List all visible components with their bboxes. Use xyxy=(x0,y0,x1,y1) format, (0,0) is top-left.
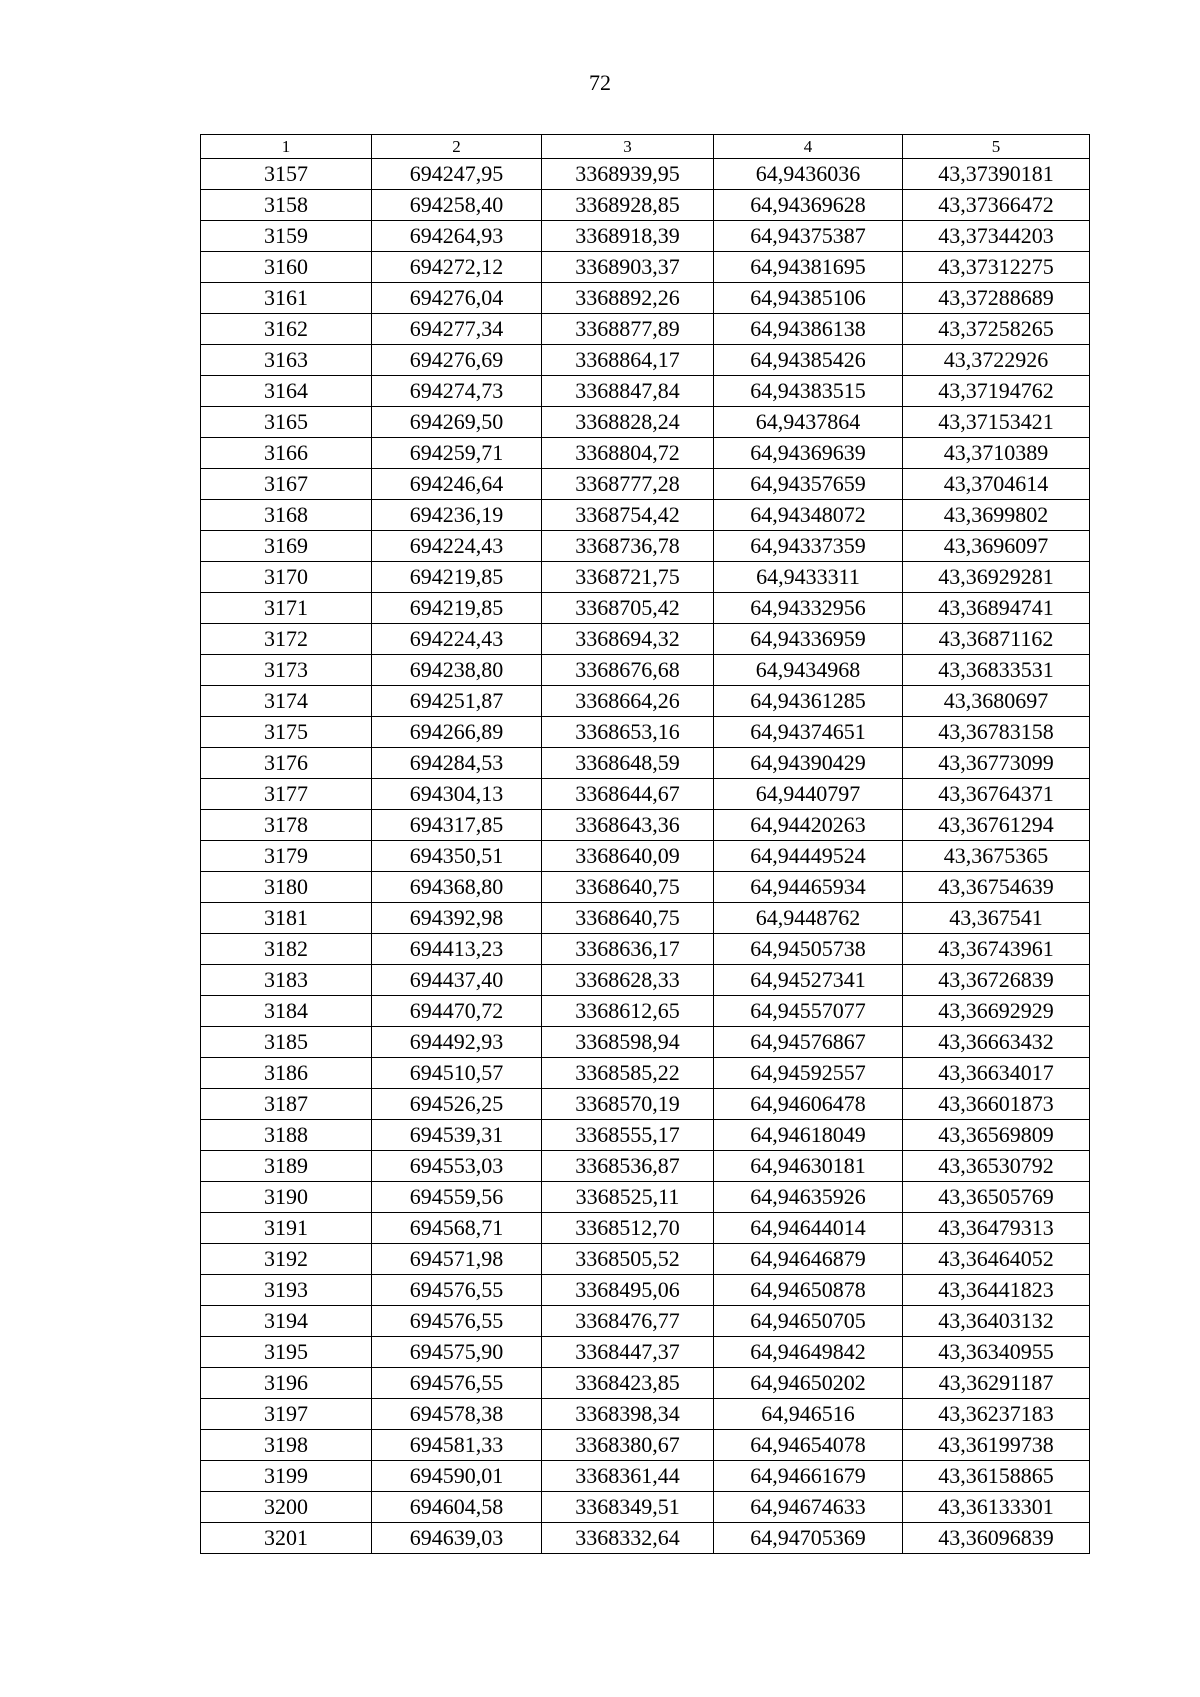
table-cell: 3368939,95 xyxy=(542,159,714,190)
column-header: 1 xyxy=(201,135,372,159)
table-row xyxy=(201,1430,1090,1461)
table-cell: 3368636,17 xyxy=(542,934,714,965)
table-cell: 43,36569809 xyxy=(903,1120,1090,1151)
table-row xyxy=(201,779,1090,810)
table-cell: 694264,93 xyxy=(372,221,542,252)
table-row xyxy=(201,1306,1090,1337)
table-cell: 43,36761294 xyxy=(903,810,1090,841)
table-cell: 3157 xyxy=(201,159,372,190)
table-cell: 694269,50 xyxy=(372,407,542,438)
table-cell: 64,94385426 xyxy=(714,345,903,376)
table-cell: 3368892,26 xyxy=(542,283,714,314)
table-cell: 3193 xyxy=(201,1275,372,1306)
table-cell: 3368640,75 xyxy=(542,903,714,934)
table-cell: 43,36403132 xyxy=(903,1306,1090,1337)
table-cell: 3179 xyxy=(201,841,372,872)
table-cell: 694219,85 xyxy=(372,593,542,624)
table-cell: 3368847,84 xyxy=(542,376,714,407)
table-cell: 64,94644014 xyxy=(714,1213,903,1244)
table-cell: 43,37312275 xyxy=(903,252,1090,283)
table-cell: 3197 xyxy=(201,1399,372,1430)
table-cell: 3368705,42 xyxy=(542,593,714,624)
table-cell: 694437,40 xyxy=(372,965,542,996)
table-cell: 64,94385106 xyxy=(714,283,903,314)
table-row xyxy=(201,1058,1090,1089)
table-cell: 43,36530792 xyxy=(903,1151,1090,1182)
table-cell: 3171 xyxy=(201,593,372,624)
table-cell: 694251,87 xyxy=(372,686,542,717)
table-row xyxy=(201,841,1090,872)
table-cell: 3368495,06 xyxy=(542,1275,714,1306)
table-cell: 3368447,37 xyxy=(542,1337,714,1368)
table-cell: 64,94618049 xyxy=(714,1120,903,1151)
table-cell: 3368598,94 xyxy=(542,1027,714,1058)
table-cell: 694571,98 xyxy=(372,1244,542,1275)
table-cell: 43,37390181 xyxy=(903,159,1090,190)
table-cell: 64,9436036 xyxy=(714,159,903,190)
table-cell: 3368512,70 xyxy=(542,1213,714,1244)
table-cell: 3368721,75 xyxy=(542,562,714,593)
table-cell: 694575,90 xyxy=(372,1337,542,1368)
table-cell: 3168 xyxy=(201,500,372,531)
table-row xyxy=(201,1399,1090,1430)
table-row xyxy=(201,1337,1090,1368)
table-row xyxy=(201,500,1090,531)
table-cell: 3163 xyxy=(201,345,372,376)
table-cell: 64,94381695 xyxy=(714,252,903,283)
column-header: 2 xyxy=(372,135,542,159)
table-cell: 3160 xyxy=(201,252,372,283)
table-cell: 64,94505738 xyxy=(714,934,903,965)
table-cell: 694219,85 xyxy=(372,562,542,593)
table-cell: 694368,80 xyxy=(372,872,542,903)
table-row xyxy=(201,686,1090,717)
table-cell: 694413,23 xyxy=(372,934,542,965)
table-cell: 3368525,11 xyxy=(542,1182,714,1213)
table-cell: 3181 xyxy=(201,903,372,934)
table-cell: 64,946516 xyxy=(714,1399,903,1430)
table-cell: 3368918,39 xyxy=(542,221,714,252)
table-cell: 64,94336959 xyxy=(714,624,903,655)
table-cell: 3199 xyxy=(201,1461,372,1492)
table-row xyxy=(201,159,1090,190)
table-cell: 694539,31 xyxy=(372,1120,542,1151)
table-cell: 694590,01 xyxy=(372,1461,542,1492)
table-cell: 64,94661679 xyxy=(714,1461,903,1492)
table-cell: 3368585,22 xyxy=(542,1058,714,1089)
table-row xyxy=(201,1213,1090,1244)
table-cell: 3166 xyxy=(201,438,372,469)
table-cell: 3368640,75 xyxy=(542,872,714,903)
table-cell: 3182 xyxy=(201,934,372,965)
table-row xyxy=(201,469,1090,500)
table-row xyxy=(201,1275,1090,1306)
table-cell: 3185 xyxy=(201,1027,372,1058)
table-cell: 694276,04 xyxy=(372,283,542,314)
table-cell: 43,36199738 xyxy=(903,1430,1090,1461)
table-cell: 43,3696097 xyxy=(903,531,1090,562)
table-cell: 694304,13 xyxy=(372,779,542,810)
table-row xyxy=(201,624,1090,655)
table-cell: 3175 xyxy=(201,717,372,748)
table-cell: 3176 xyxy=(201,748,372,779)
table-cell: 3189 xyxy=(201,1151,372,1182)
table-cell: 3368777,28 xyxy=(542,469,714,500)
table-cell: 3200 xyxy=(201,1492,372,1523)
table-cell: 64,9440797 xyxy=(714,779,903,810)
table-row xyxy=(201,593,1090,624)
table-row xyxy=(201,376,1090,407)
table-cell: 64,94630181 xyxy=(714,1151,903,1182)
table-row xyxy=(201,1244,1090,1275)
table-cell: 64,9448762 xyxy=(714,903,903,934)
table-row xyxy=(201,190,1090,221)
table-cell: 3368332,64 xyxy=(542,1523,714,1554)
table-row xyxy=(201,1523,1090,1554)
table-cell: 43,36754639 xyxy=(903,872,1090,903)
table-cell: 694272,12 xyxy=(372,252,542,283)
table-cell: 64,94654078 xyxy=(714,1430,903,1461)
table-cell: 64,94557077 xyxy=(714,996,903,1027)
table-cell: 3368694,32 xyxy=(542,624,714,655)
table-cell: 64,94361285 xyxy=(714,686,903,717)
table-cell: 64,94383515 xyxy=(714,376,903,407)
table-cell: 3173 xyxy=(201,655,372,686)
table-cell: 694259,71 xyxy=(372,438,542,469)
table-cell: 64,94649842 xyxy=(714,1337,903,1368)
table-cell: 43,36894741 xyxy=(903,593,1090,624)
table-cell: 43,36871162 xyxy=(903,624,1090,655)
table-row xyxy=(201,872,1090,903)
table-cell: 3170 xyxy=(201,562,372,593)
table-cell: 64,94705369 xyxy=(714,1523,903,1554)
table-cell: 3177 xyxy=(201,779,372,810)
table-cell: 43,36692929 xyxy=(903,996,1090,1027)
table-row xyxy=(201,996,1090,1027)
table-row xyxy=(201,407,1090,438)
table-cell: 64,94374651 xyxy=(714,717,903,748)
table-row xyxy=(201,345,1090,376)
table-cell: 64,94390429 xyxy=(714,748,903,779)
table-cell: 43,36479313 xyxy=(903,1213,1090,1244)
table-cell: 64,94369639 xyxy=(714,438,903,469)
table-row xyxy=(201,1368,1090,1399)
table-cell: 694510,57 xyxy=(372,1058,542,1089)
table-cell: 3368640,09 xyxy=(542,841,714,872)
column-header: 5 xyxy=(903,135,1090,159)
table-cell: 694576,55 xyxy=(372,1306,542,1337)
table-cell: 3368664,26 xyxy=(542,686,714,717)
table-cell: 3196 xyxy=(201,1368,372,1399)
table-cell: 43,367541 xyxy=(903,903,1090,934)
table-cell: 3187 xyxy=(201,1089,372,1120)
table-cell: 3190 xyxy=(201,1182,372,1213)
table-cell: 3161 xyxy=(201,283,372,314)
table-cell: 3368736,78 xyxy=(542,531,714,562)
table-cell: 3368648,59 xyxy=(542,748,714,779)
table-cell: 694553,03 xyxy=(372,1151,542,1182)
table-cell: 694274,73 xyxy=(372,376,542,407)
table-cell: 43,36929281 xyxy=(903,562,1090,593)
table-cell: 694526,25 xyxy=(372,1089,542,1120)
table-cell: 3368476,77 xyxy=(542,1306,714,1337)
table-row xyxy=(201,562,1090,593)
table-cell: 43,36505769 xyxy=(903,1182,1090,1213)
table-cell: 3368536,87 xyxy=(542,1151,714,1182)
table-cell: 694470,72 xyxy=(372,996,542,1027)
table-cell: 3178 xyxy=(201,810,372,841)
table-cell: 3368828,24 xyxy=(542,407,714,438)
table-cell: 3169 xyxy=(201,531,372,562)
table-cell: 64,94650202 xyxy=(714,1368,903,1399)
table-cell: 694258,40 xyxy=(372,190,542,221)
table-cell: 43,36773099 xyxy=(903,748,1090,779)
page-number: 72 xyxy=(589,70,611,95)
table-row xyxy=(201,531,1090,562)
table-cell: 3188 xyxy=(201,1120,372,1151)
table-cell: 43,36726839 xyxy=(903,965,1090,996)
table-row xyxy=(201,903,1090,934)
table-cell: 64,94646879 xyxy=(714,1244,903,1275)
table-row xyxy=(201,717,1090,748)
table-cell: 64,94449524 xyxy=(714,841,903,872)
table-cell: 43,3699802 xyxy=(903,500,1090,531)
table-cell: 694277,34 xyxy=(372,314,542,345)
table-row xyxy=(201,1027,1090,1058)
table-cell: 694246,64 xyxy=(372,469,542,500)
table-cell: 3192 xyxy=(201,1244,372,1275)
table-cell: 3368628,33 xyxy=(542,965,714,996)
table-cell: 694604,58 xyxy=(372,1492,542,1523)
table-cell: 64,94369628 xyxy=(714,190,903,221)
table-cell: 694276,69 xyxy=(372,345,542,376)
header-row xyxy=(201,135,1090,159)
table-cell: 3198 xyxy=(201,1430,372,1461)
table-cell: 3159 xyxy=(201,221,372,252)
column-header: 4 xyxy=(714,135,903,159)
table-cell: 43,37288689 xyxy=(903,283,1090,314)
table-row xyxy=(201,934,1090,965)
table-cell: 3195 xyxy=(201,1337,372,1368)
table-cell: 694266,89 xyxy=(372,717,542,748)
table-cell: 43,36237183 xyxy=(903,1399,1090,1430)
table-cell: 694247,95 xyxy=(372,159,542,190)
table-cell: 64,9434968 xyxy=(714,655,903,686)
table-cell: 64,9433311 xyxy=(714,562,903,593)
table-row xyxy=(201,252,1090,283)
table-cell: 64,94375387 xyxy=(714,221,903,252)
table-cell: 43,36291187 xyxy=(903,1368,1090,1399)
table-cell: 43,36340955 xyxy=(903,1337,1090,1368)
table-cell: 43,3675365 xyxy=(903,841,1090,872)
table-cell: 3183 xyxy=(201,965,372,996)
table-cell: 64,94592557 xyxy=(714,1058,903,1089)
table-row xyxy=(201,283,1090,314)
table-cell: 43,37153421 xyxy=(903,407,1090,438)
table-cell: 43,3704614 xyxy=(903,469,1090,500)
table-row xyxy=(201,1151,1090,1182)
table-cell: 694317,85 xyxy=(372,810,542,841)
table-cell: 43,36096839 xyxy=(903,1523,1090,1554)
table-cell: 694576,55 xyxy=(372,1275,542,1306)
table-row xyxy=(201,1492,1090,1523)
table-cell: 64,94386138 xyxy=(714,314,903,345)
table-cell: 64,94635926 xyxy=(714,1182,903,1213)
table-row xyxy=(201,655,1090,686)
table-cell: 3368349,51 xyxy=(542,1492,714,1523)
table-cell: 694284,53 xyxy=(372,748,542,779)
table-cell: 64,94650878 xyxy=(714,1275,903,1306)
table-cell: 3172 xyxy=(201,624,372,655)
table-cell: 3368612,65 xyxy=(542,996,714,1027)
table-cell: 64,9437864 xyxy=(714,407,903,438)
table-cell: 3191 xyxy=(201,1213,372,1244)
table-cell: 694224,43 xyxy=(372,624,542,655)
table-cell: 3368505,52 xyxy=(542,1244,714,1275)
table-row xyxy=(201,314,1090,345)
table-cell: 3368864,17 xyxy=(542,345,714,376)
table-cell: 64,94576867 xyxy=(714,1027,903,1058)
table-cell: 3368361,44 xyxy=(542,1461,714,1492)
table-cell: 694238,80 xyxy=(372,655,542,686)
table-cell: 3368555,17 xyxy=(542,1120,714,1151)
column-header: 3 xyxy=(542,135,714,159)
table-cell: 694559,56 xyxy=(372,1182,542,1213)
table-cell: 3368754,42 xyxy=(542,500,714,531)
table-cell: 64,94357659 xyxy=(714,469,903,500)
table-cell: 43,36441823 xyxy=(903,1275,1090,1306)
table-cell: 694236,19 xyxy=(372,500,542,531)
table-cell: 43,36833531 xyxy=(903,655,1090,686)
table-row xyxy=(201,748,1090,779)
table-cell: 64,94332956 xyxy=(714,593,903,624)
table-cell: 3368643,36 xyxy=(542,810,714,841)
table-cell: 64,94420263 xyxy=(714,810,903,841)
table-row xyxy=(201,1120,1090,1151)
table-cell: 43,36663432 xyxy=(903,1027,1090,1058)
table-cell: 43,36133301 xyxy=(903,1492,1090,1523)
table-row xyxy=(201,965,1090,996)
table-cell: 64,94337359 xyxy=(714,531,903,562)
table-cell: 694576,55 xyxy=(372,1368,542,1399)
table-cell: 43,36783158 xyxy=(903,717,1090,748)
table-cell: 3368928,85 xyxy=(542,190,714,221)
table-cell: 3180 xyxy=(201,872,372,903)
table-cell: 3174 xyxy=(201,686,372,717)
table-header xyxy=(201,135,1090,159)
table-body xyxy=(201,159,1090,1554)
table-cell: 694578,38 xyxy=(372,1399,542,1430)
table-cell: 64,94650705 xyxy=(714,1306,903,1337)
table-cell: 3368676,68 xyxy=(542,655,714,686)
table-cell: 43,36601873 xyxy=(903,1089,1090,1120)
table-cell: 3368570,19 xyxy=(542,1089,714,1120)
table-cell: 3186 xyxy=(201,1058,372,1089)
table-cell: 43,36743961 xyxy=(903,934,1090,965)
table-cell: 3368653,16 xyxy=(542,717,714,748)
table-cell: 3368380,67 xyxy=(542,1430,714,1461)
table-row xyxy=(201,810,1090,841)
coordinates-table xyxy=(200,134,1090,1554)
table-cell: 694350,51 xyxy=(372,841,542,872)
table-cell: 64,94527341 xyxy=(714,965,903,996)
table-cell: 43,36764371 xyxy=(903,779,1090,810)
table-cell: 43,3680697 xyxy=(903,686,1090,717)
table-cell: 64,94674633 xyxy=(714,1492,903,1523)
table-cell: 43,3710389 xyxy=(903,438,1090,469)
table-cell: 43,36634017 xyxy=(903,1058,1090,1089)
table-cell: 3162 xyxy=(201,314,372,345)
table-cell: 3368398,34 xyxy=(542,1399,714,1430)
table-cell: 3165 xyxy=(201,407,372,438)
table-cell: 43,37258265 xyxy=(903,314,1090,345)
table-cell: 3201 xyxy=(201,1523,372,1554)
table-cell: 694639,03 xyxy=(372,1523,542,1554)
table-row xyxy=(201,1461,1090,1492)
table-cell: 694492,93 xyxy=(372,1027,542,1058)
table-cell: 3164 xyxy=(201,376,372,407)
table-row xyxy=(201,438,1090,469)
table-cell: 694581,33 xyxy=(372,1430,542,1461)
table-cell: 3368423,85 xyxy=(542,1368,714,1399)
table-cell: 3158 xyxy=(201,190,372,221)
table-cell: 3167 xyxy=(201,469,372,500)
table-cell: 3368903,37 xyxy=(542,252,714,283)
table-cell: 43,36464052 xyxy=(903,1244,1090,1275)
table-row xyxy=(201,1089,1090,1120)
table-cell: 3368804,72 xyxy=(542,438,714,469)
table-cell: 43,36158865 xyxy=(903,1461,1090,1492)
table-cell: 3368877,89 xyxy=(542,314,714,345)
table-cell: 43,37194762 xyxy=(903,376,1090,407)
table-cell: 43,3722926 xyxy=(903,345,1090,376)
table-cell: 694224,43 xyxy=(372,531,542,562)
table-cell: 64,94465934 xyxy=(714,872,903,903)
table-cell: 3368644,67 xyxy=(542,779,714,810)
table-cell: 43,37366472 xyxy=(903,190,1090,221)
table-cell: 3184 xyxy=(201,996,372,1027)
table-cell: 3194 xyxy=(201,1306,372,1337)
table-cell: 43,37344203 xyxy=(903,221,1090,252)
table-cell: 64,94348072 xyxy=(714,500,903,531)
table-cell: 694392,98 xyxy=(372,903,542,934)
table-row xyxy=(201,221,1090,252)
table-row xyxy=(201,1182,1090,1213)
table-cell: 694568,71 xyxy=(372,1213,542,1244)
table-cell: 64,94606478 xyxy=(714,1089,903,1120)
